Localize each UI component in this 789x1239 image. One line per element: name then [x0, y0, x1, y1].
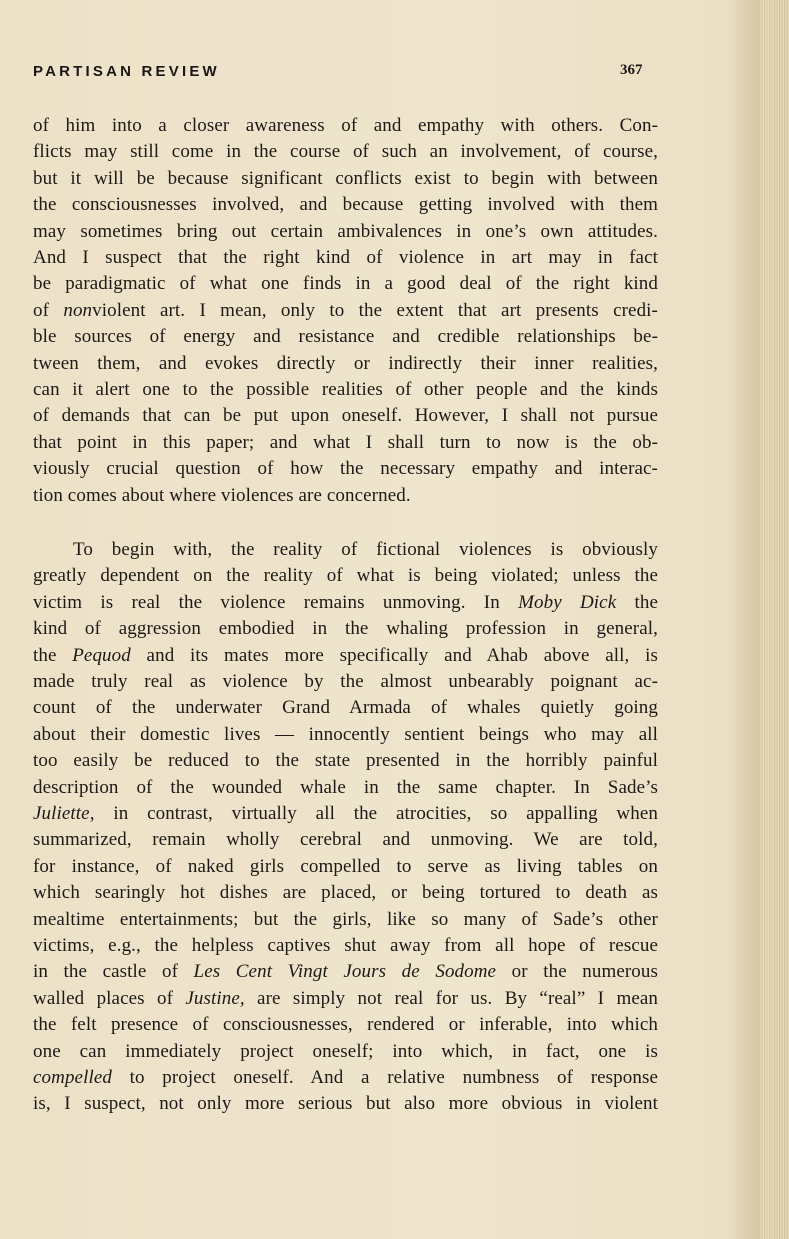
italic-text: Justine,	[185, 987, 245, 1009]
text-segment: in the castle of	[33, 961, 194, 983]
text-segment: the	[33, 644, 73, 666]
italic-text: Les Cent Vingt Jours de Sodome	[193, 961, 497, 983]
text-segment: of	[33, 299, 64, 321]
text-segment: that point in this paper; and what I shall turn to now is the ob-	[33, 431, 658, 453]
text-line	[33, 748, 658, 774]
italic-text: Juliette,	[33, 803, 95, 824]
text-line	[33, 590, 658, 616]
text-segment: tween them, and evokes directly or indirectly their inner realities,	[33, 352, 658, 374]
text-segment: victim is real the violence remains unmoving. In	[33, 591, 519, 613]
text-line	[33, 245, 658, 271]
text-segment: in contrast, virtually all the atrocities, so appalling when	[94, 803, 658, 824]
text-segment: too easily be reduced to the state presented in the horribly painful	[33, 750, 658, 772]
text-line	[33, 403, 658, 429]
text-segment: the felt presence of consciousnesses, rendered or inferable, into which	[33, 1014, 658, 1036]
text-segment: description of the wounded whale in the same chapter. In Sade’s	[33, 776, 658, 798]
text-line	[33, 695, 658, 721]
text-line	[33, 192, 658, 218]
text-line	[33, 377, 658, 403]
text-segment: And I suspect that the right kind of violence in art may in fact	[33, 247, 658, 268]
text-line	[33, 298, 658, 324]
text-line	[33, 775, 658, 801]
italic-text: non	[63, 299, 93, 321]
text-line	[33, 959, 658, 985]
text-segment: tion comes about where violences are concerned.	[33, 484, 411, 506]
text-line	[33, 1065, 658, 1091]
text-segment: is, I suspect, not only more serious but also more obvious in violent	[33, 1093, 658, 1115]
text-line	[33, 483, 411, 509]
text-segment: walled places of	[33, 987, 186, 1009]
italic-text: Moby Dick	[518, 591, 617, 613]
text-line	[33, 351, 658, 377]
text-line	[33, 456, 658, 482]
italic-text: compelled	[33, 1067, 112, 1088]
text-segment: flicts may still come in the course of such an involvement, of course,	[33, 141, 658, 163]
text-segment: To begin with, the reality of fictional violences is obviously	[73, 539, 658, 560]
text-segment: the consciousnesses involved, and because getting involved with them	[33, 194, 658, 216]
page-number: 367	[620, 62, 643, 78]
text-line	[33, 1091, 658, 1117]
text-line	[33, 854, 658, 880]
text-segment: are simply not real for us. By “real” I mean	[244, 987, 658, 1009]
text-line	[33, 986, 658, 1012]
text-line	[33, 907, 658, 933]
text-line	[33, 166, 658, 192]
text-segment: violent art. I mean, only to the extent that art presents credi-	[92, 299, 658, 321]
text-segment: of demands that can be put upon oneself. However, I shall not pursue	[33, 405, 658, 427]
text-segment: about their domestic lives — innocently sentient beings who may all	[33, 723, 658, 745]
text-line	[33, 933, 658, 959]
text-segment: one can immediately project oneself; into which, in fact, one is	[33, 1040, 658, 1062]
italic-text: Pequod	[72, 644, 131, 666]
text-segment: or the numerous	[496, 961, 659, 983]
page-edge	[759, 0, 789, 1239]
text-line	[33, 1039, 658, 1065]
text-segment: greatly dependent on the reality of what is being violated; unless the	[33, 565, 658, 587]
text-segment: but it will be because significant conflicts exist to begin with between	[33, 167, 658, 189]
text-segment: made truly real as violence by the almost unbearably poignant ac-	[33, 671, 658, 692]
text-segment: kind of aggression embodied in the whaling profession in general,	[33, 618, 658, 640]
running-head: PARTISAN REVIEW	[33, 63, 220, 80]
text-segment: to project oneself. And a relative numbness of response	[111, 1067, 658, 1088]
text-segment: and its mates more specifically and Ahab above all, is	[130, 644, 658, 666]
text-line	[33, 271, 658, 297]
text-line	[33, 430, 658, 456]
text-line	[33, 669, 658, 695]
text-segment: mealtime entertainments; but the girls, like so many of Sade’s other	[33, 908, 658, 930]
text-line	[33, 616, 658, 642]
text-segment: the	[616, 591, 658, 613]
text-segment: of him into a closer awareness of and empathy with others. Con-	[33, 115, 658, 136]
text-line	[33, 113, 658, 139]
text-line	[33, 722, 658, 748]
text-segment: which searingly hot dishes are placed, or being tortured to death as	[33, 882, 658, 904]
text-line	[33, 1012, 658, 1038]
text-line	[33, 643, 658, 669]
text-segment: be paradigmatic of what one finds in a good deal of the right kind	[33, 273, 658, 295]
text-segment: viously crucial question of how the necessary empathy and interac-	[33, 458, 658, 480]
text-segment: count of the underwater Grand Armada of whales quietly going	[33, 697, 658, 719]
text-segment: victims, e.g., the helpless captives shut away from all hope of rescue	[33, 935, 658, 956]
text-segment: summarized, remain wholly cerebral and unmoving. We are told,	[33, 829, 658, 851]
text-line	[33, 324, 658, 350]
text-line	[33, 827, 658, 853]
text-line	[33, 139, 658, 165]
text-segment: may sometimes bring out certain ambivalences in one’s own attitudes.	[33, 220, 658, 242]
text-line	[73, 537, 658, 563]
text-segment: can it alert one to the possible realities of other people and the kinds	[33, 379, 658, 400]
text-line	[33, 219, 658, 245]
text-line	[33, 563, 658, 589]
text-line	[33, 801, 658, 827]
text-segment: ble sources of energy and resistance and credible relationships be-	[33, 326, 658, 348]
text-line	[33, 880, 658, 906]
text-segment: for instance, of naked girls compelled to serve as living tables on	[33, 855, 658, 877]
